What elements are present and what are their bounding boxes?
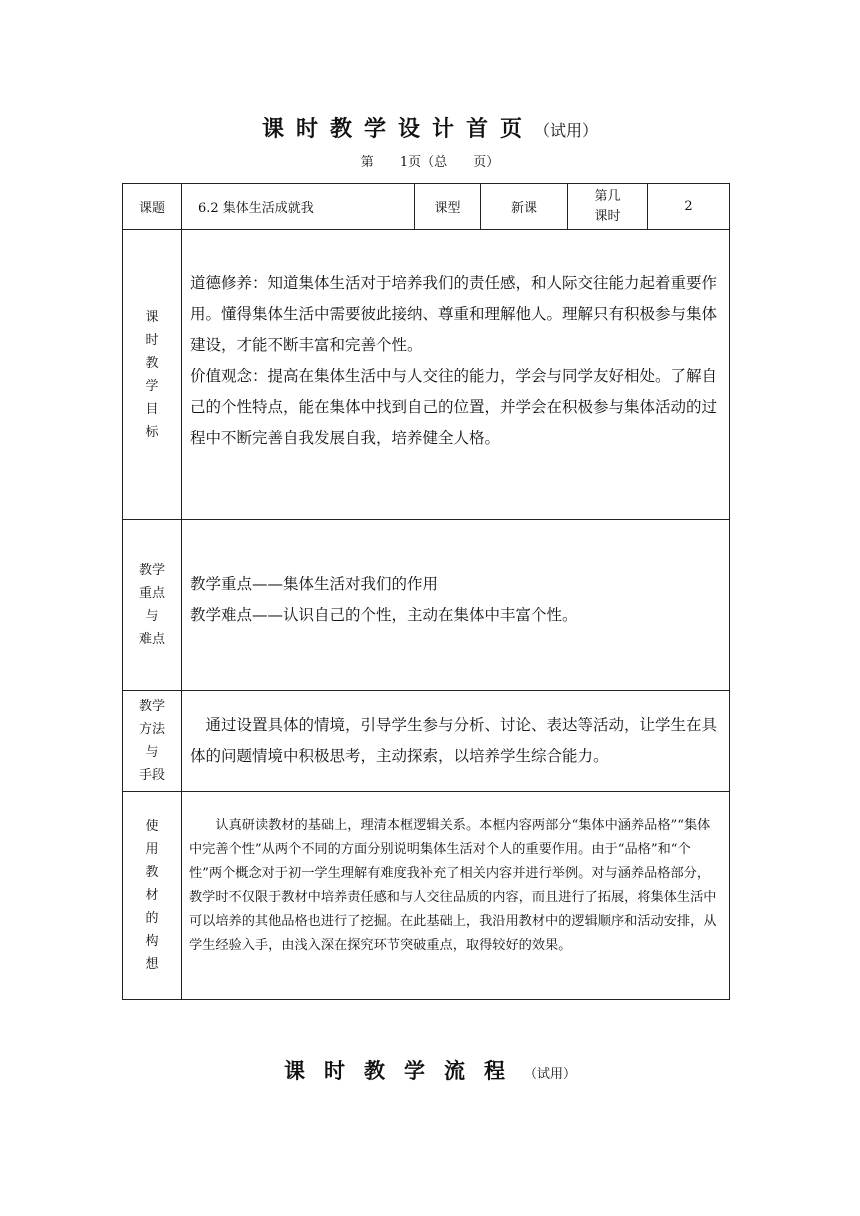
topic-value: 6.2 集体生活成就我 (182, 184, 415, 230)
page-title-suffix: （试用） (534, 121, 599, 140)
concept-row (123, 792, 730, 1000)
lesson-type-label: 课型 (415, 184, 481, 230)
key-points-label: 教学 重点 与 难点 (123, 520, 182, 691)
page-suffix: 页） (473, 155, 500, 170)
page-number-line (0, 151, 860, 170)
lesson-type-value: 新课 (481, 184, 568, 230)
page-number: 1页（总 (399, 155, 448, 170)
topic-row (123, 184, 730, 230)
concept-label: 使 用 教 材 的 构 想 (123, 792, 182, 1000)
key-points-row (123, 520, 730, 691)
goals-label: 课 时 教 学 目 标 (123, 230, 182, 520)
flow-title-text: 课时教学流程 (283, 1058, 524, 1083)
goals-paragraph-1: 道德修养：知道集体生活对于培养我们的责任感，和人际交往能力起着重要作用。懂得集体生活中需要彼此接纳、尊重和理解他人。理解只有积极参与集体建设，才能不断丰富和完善个性。 (190, 273, 718, 354)
key-points-content (182, 520, 730, 691)
lesson-design-table (122, 183, 730, 1000)
flow-title-suffix: （试用） (523, 1067, 576, 1082)
goals-paragraph-2: 价值观念：提高在集体生活中与人交往的能力，学会与同学友好相处。了解自己的个性特点，能在集体中找到自己的位置，并学会在积极参与集体活动的过程中不断完善自我发展自我，培养健全人格。 (190, 366, 718, 447)
methods-row (123, 691, 730, 792)
goals-row (123, 230, 730, 520)
goals-content (182, 230, 730, 520)
page-title (0, 112, 860, 143)
lesson-number-value: 2 (648, 184, 730, 230)
page-title-text: 课时教学设计首页 (261, 116, 534, 142)
page-prefix: 第 (360, 155, 374, 170)
key-point-line: 教学重点——集体生活对我们的作用 (190, 575, 439, 593)
flow-title (0, 1055, 860, 1085)
lesson-number-label: 第几 课时 (568, 184, 648, 230)
difficult-point-line: 教学难点——认识自己的个性，主动在集体中丰富个性。 (190, 606, 578, 624)
methods-text: 通过设置具体的情境，引导学生参与分析、讨论、表达等活动，让学生在具体的问题情境中积极思考，主动探索，以培养学生综合能力。 (190, 716, 718, 765)
topic-label: 课题 (123, 184, 182, 230)
concept-text: 认真研读教材的基础上，理清本框逻辑关系。本框内容两部分“集体中涵养品格”“集体中完善个性”从两个不同的方面分别说明集体生活对个人的重要作用。由于“品格”和“个性”两个概念对于初一学生理解有难度我补充了相关内容并进行举例。对与涵养品格部分，教学时不仅限于教材中培养责任感和与人交往品质的内容，而且进行了拓展，将集体生活中可以培养的其他品格也进行了挖掘。在此基础上，我沿用教材中的逻辑顺序和活动安排，从学生经验入手，由浅入深在探究环节突破重点，取得较好的效果。 (189, 817, 717, 953)
methods-label: 教学 方法 与 手段 (123, 691, 182, 792)
methods-content (182, 691, 730, 792)
concept-content (182, 792, 730, 1000)
